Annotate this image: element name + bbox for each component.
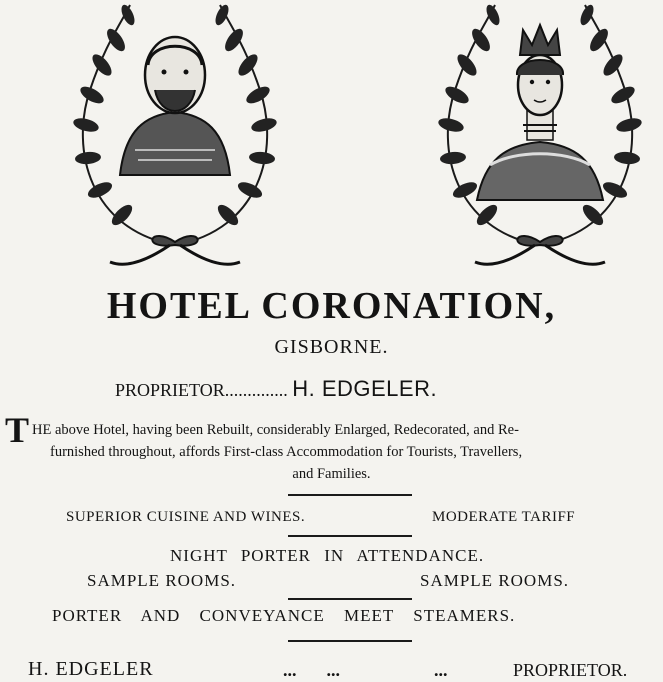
proprietor-label: PROPRIETOR [115,380,225,400]
tariff-text: MODERATE TARIFF [432,509,576,525]
hotel-title: HOTEL CORONATION, [106,285,557,327]
cuisine-text: SUPERIOR CUISINE AND WINES. [66,509,306,525]
drop-cap: T [5,410,30,450]
description-line-2: furnished throughout, affords First-class Accommodation for Tourists, Travellers, [50,444,523,460]
porter-text: PORTER AND CONVEYANCE MEET STEAMERS. [52,606,516,625]
footer-dots-2: ... [434,660,448,680]
divider [288,535,412,537]
proprietor-dots: .............. [224,380,288,400]
proprietor-name: H. EDGELER. [292,376,438,401]
description-line-3: and Families. [292,466,371,482]
description-line-1: HE above Hotel, having been Rebuilt, considerably Enlarged, Redecorated, and Re- [32,422,519,438]
town-name: GISBORNE. [274,336,389,358]
sample-rooms-right: SAMPLE ROOMS. [420,571,570,590]
king-portrait [50,0,300,275]
divider [288,494,412,496]
divider [288,598,412,600]
queen-portrait [405,0,655,275]
footer-dots: ... ... [283,660,340,680]
sample-rooms-left: SAMPLE ROOMS. [87,571,237,590]
night-porter-text: NIGHT PORTER IN ATTENDANCE. [170,546,485,565]
footer-name: H. EDGELER [28,658,154,680]
footer-title: PROPRIETOR. [513,660,628,680]
proprietor-line [115,376,437,402]
divider [288,640,412,642]
